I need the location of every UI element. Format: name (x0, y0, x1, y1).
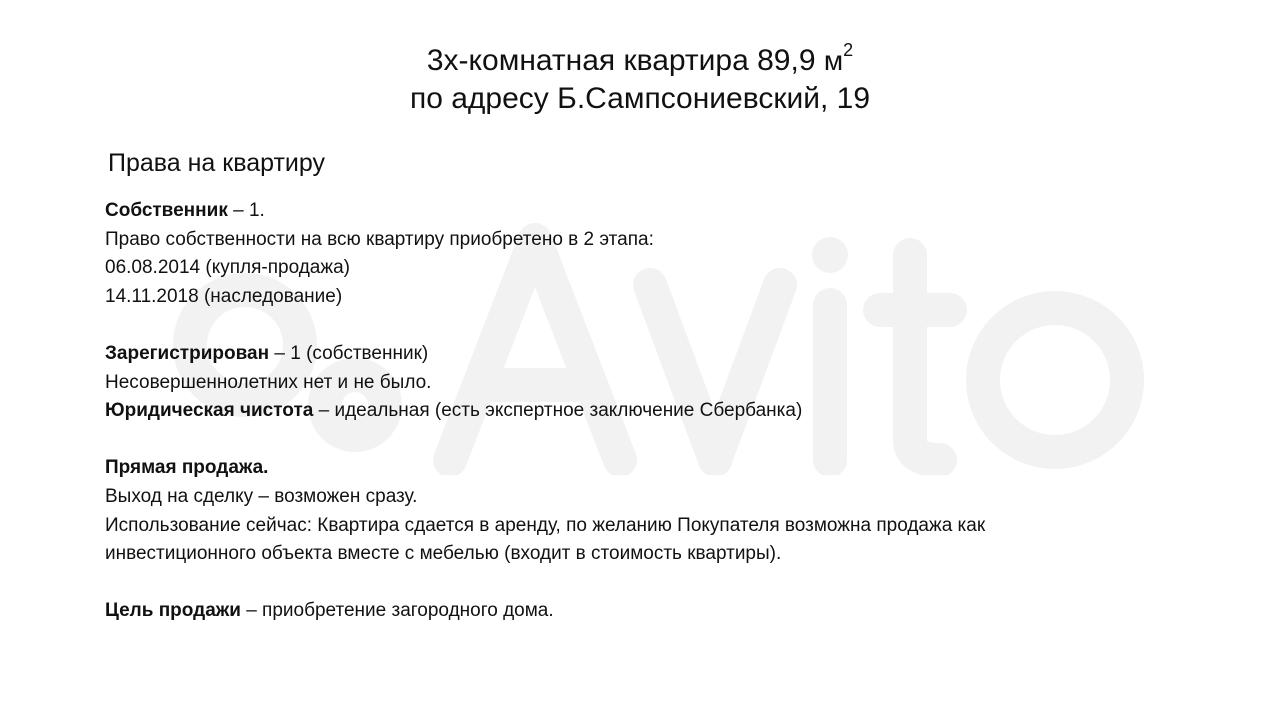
goal-label: Цель продажи (105, 600, 241, 622)
usage-line-1: Использование сейчас: Квартира сдается в аренду, по желанию Покупателя возможна продажа как (105, 514, 986, 536)
ownership-stage-2: 14.11.2018 (наследование) (105, 285, 343, 307)
direct-sale-label: Прямая продажа. (105, 457, 269, 479)
minors-line: Несовершеннолетних нет и не было. (105, 371, 432, 393)
goal-line (105, 597, 1205, 626)
direct-sale-line (105, 454, 1205, 483)
goal-value: – приобретение загородного дома. (240, 600, 554, 622)
deal-line: Выход на сделку – возможен сразу. (105, 485, 418, 507)
spacer (105, 426, 1205, 455)
title-main-text: 3х-комнатная квартира 89,9 (426, 44, 816, 77)
registered-line (105, 340, 1205, 369)
usage-line-2: инвестиционного объекта вместе с мебелью (входит в стоимость квартиры). (105, 543, 782, 565)
legal-value: – идеальная (есть экспертное заключение Сбербанка) (313, 400, 803, 422)
owner-value: – 1. (227, 200, 265, 221)
owner-line (105, 197, 1205, 226)
legal-label: Юридическая чистота (105, 400, 314, 422)
ownership-stage-1: 06.08.2014 (купля-продажа) (105, 257, 350, 279)
title-unit-exponent: 2 (843, 40, 854, 60)
content-body (105, 197, 1205, 626)
spacer (105, 569, 1205, 598)
section-heading: Права на квартиру (108, 149, 326, 177)
page-title (0, 42, 1280, 118)
title-line1 (426, 40, 854, 77)
legal-line (105, 397, 1205, 426)
owner-label: Собственник (105, 200, 228, 221)
spacer (105, 311, 1205, 340)
title-address: по адресу Б.Сампсониевский, 19 (409, 82, 871, 115)
registered-label: Зарегистрирован (105, 342, 270, 364)
title-unit: $м^2$ (823, 40, 854, 76)
ownership-line: Право собственности на всю квартиру приобретено в 2 этапа: (105, 228, 654, 250)
registered-value: – 1 (собственник) (269, 342, 429, 364)
